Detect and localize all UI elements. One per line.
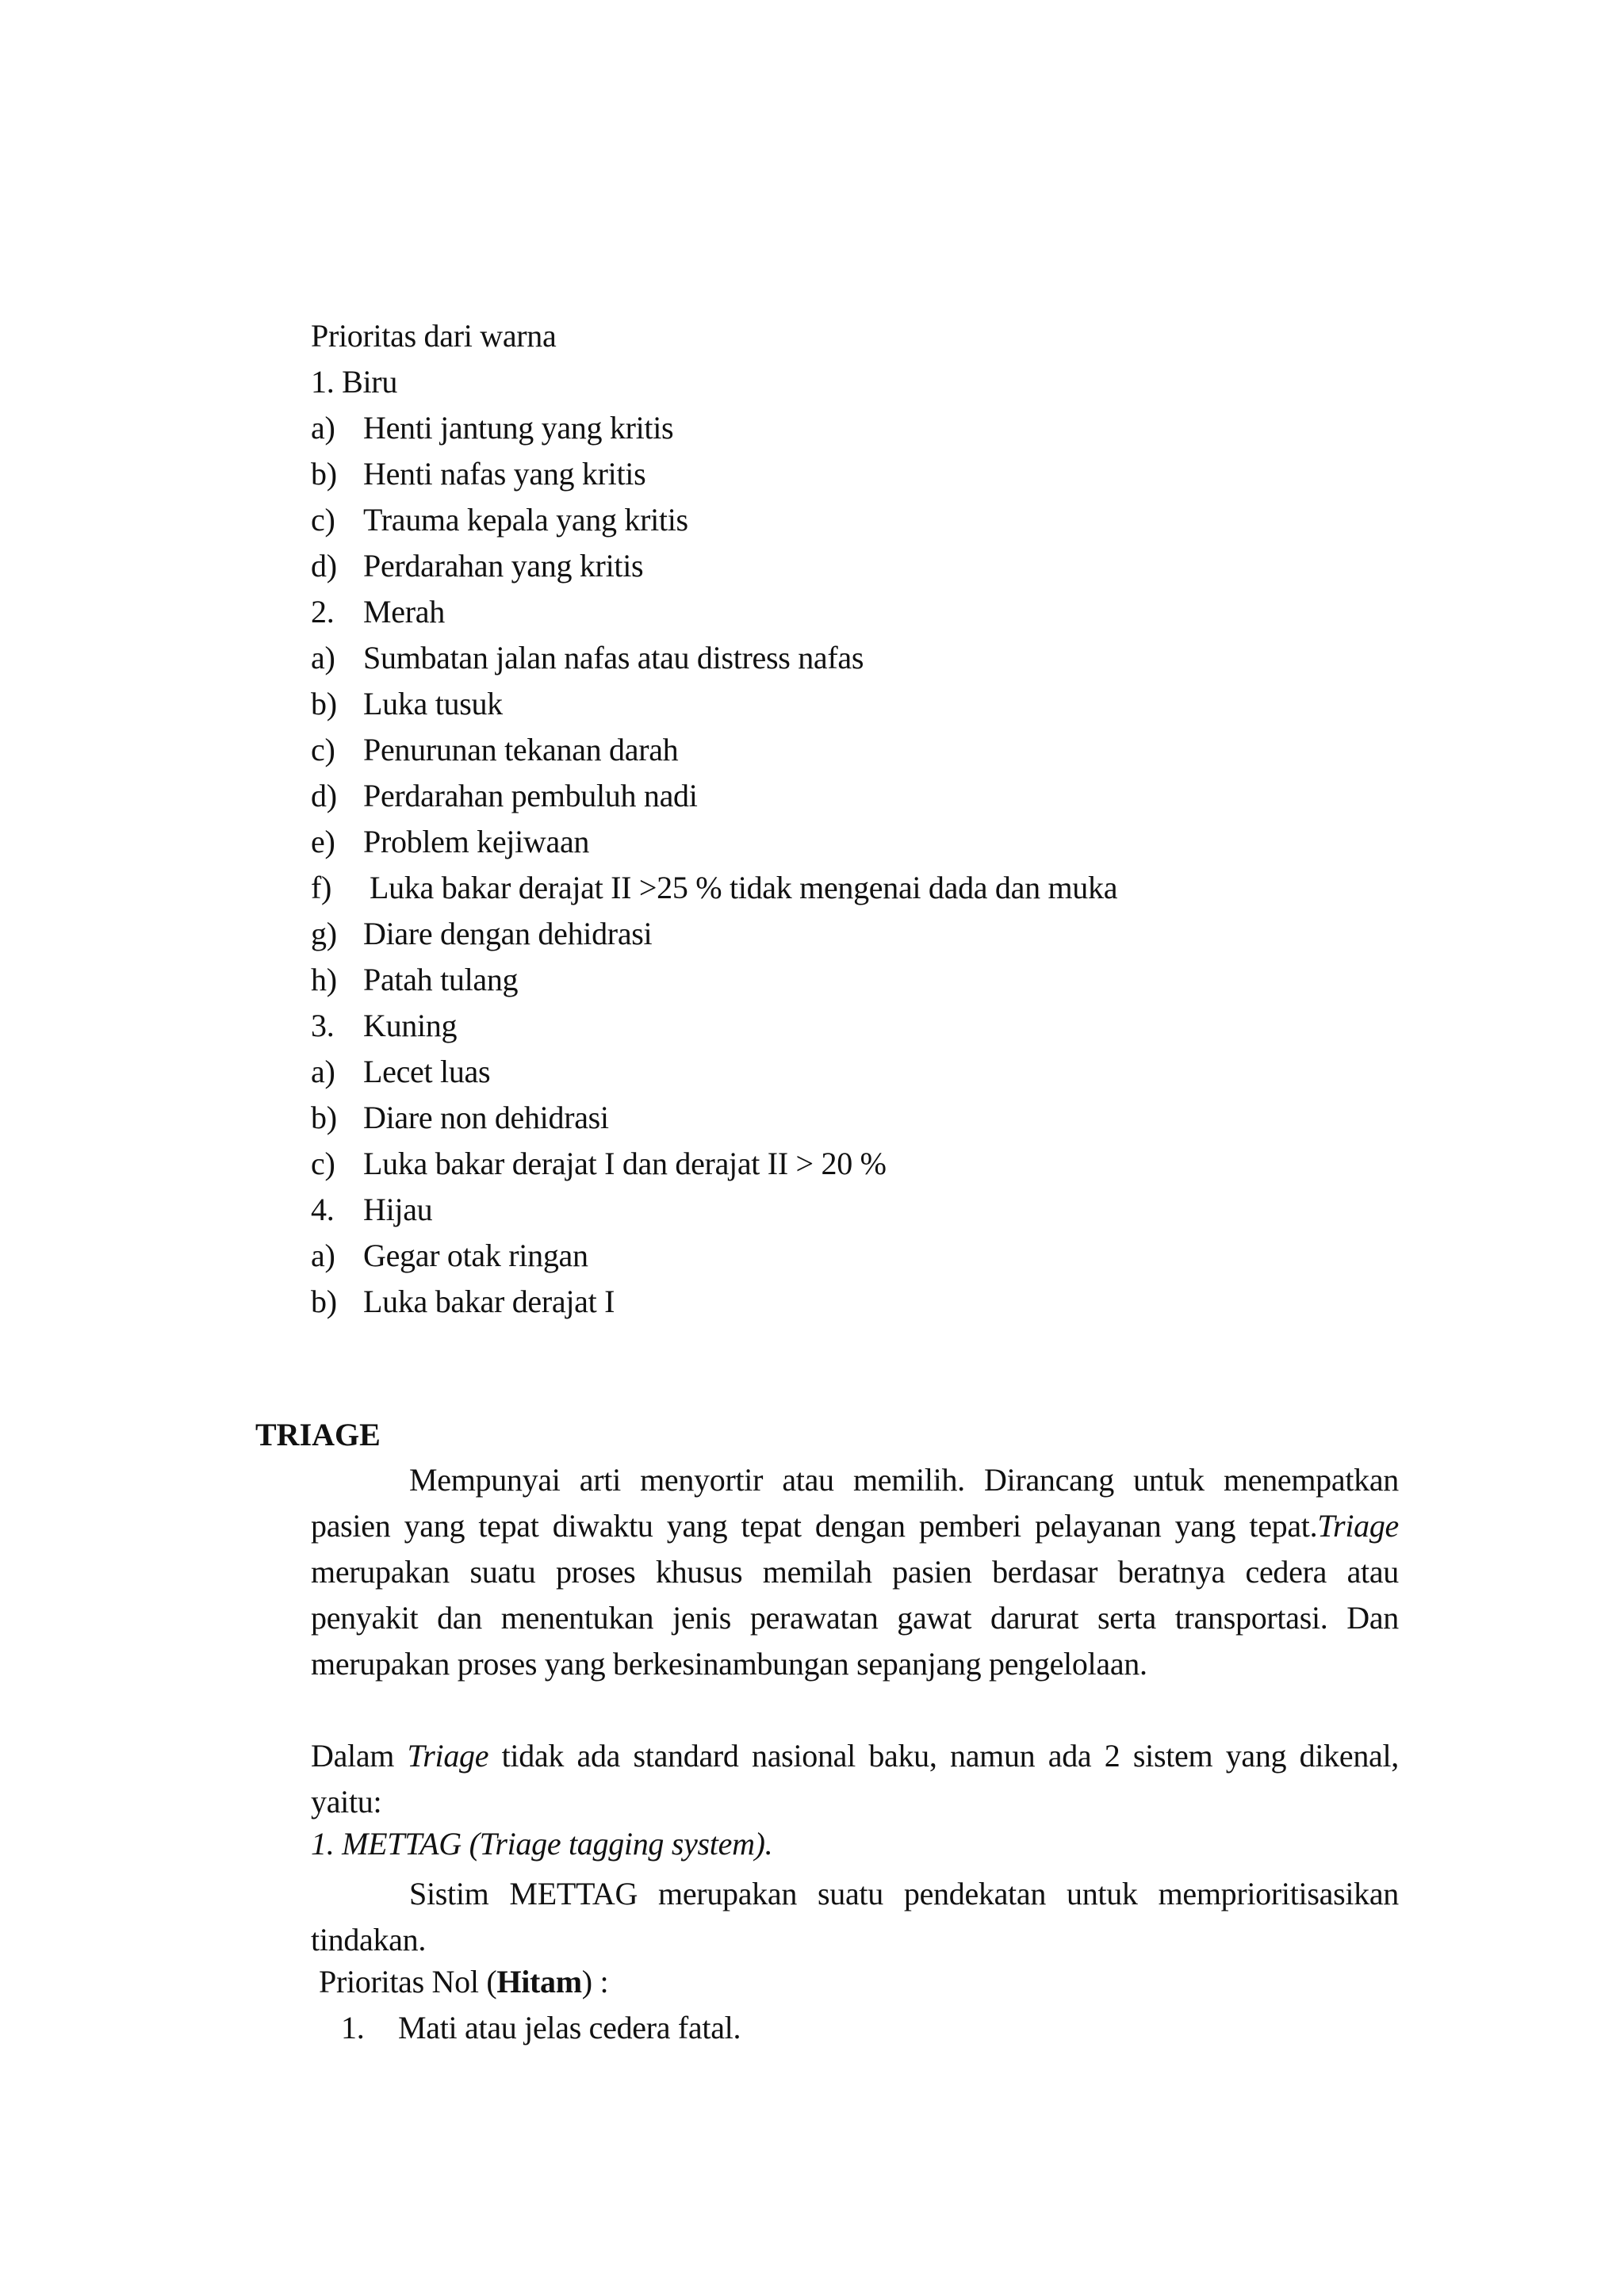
priority-label-text: ) :	[581, 1964, 609, 1999]
system-title-mettag: 1. METTAG (Triage tagging system).	[311, 1826, 773, 1862]
group-marker: 4.	[311, 1192, 335, 1227]
list-item	[311, 685, 503, 723]
paragraph-term: Triage	[407, 1738, 489, 1774]
group-label: Biru	[342, 364, 398, 400]
list-item	[311, 639, 864, 677]
priority-item	[341, 2009, 741, 2047]
priority-color: Hitam	[496, 1964, 582, 1999]
paragraph-text: Mempunyai arti menyortir atau memilih. Dirancang untuk menempatkan pasien yang tepat diwaktu yang tepat dengan pemberi pelayanan yang tepat.	[311, 1462, 1399, 1544]
item-text: Trauma kepala yang kritis	[363, 502, 688, 538]
item-text: Diare dengan dehidrasi	[363, 916, 653, 951]
item-text: Sumbatan jalan nafas atau distress nafas	[363, 640, 864, 675]
item-text: Perdarahan yang kritis	[363, 548, 644, 584]
list-item	[311, 777, 698, 815]
item-marker: h)	[311, 962, 337, 997]
item-text: Problem kejiwaan	[363, 824, 590, 859]
priority-label	[319, 1963, 608, 2001]
item-text: Henti jantung yang kritis	[363, 410, 674, 446]
item-marker: a)	[311, 1238, 335, 1273]
group-biru	[311, 363, 397, 401]
item-marker: e)	[311, 824, 335, 859]
group-hijau	[311, 1191, 432, 1229]
item-text: Henti nafas yang kritis	[363, 456, 646, 492]
list-item	[311, 1283, 615, 1321]
group-label: Hijau	[363, 1192, 433, 1227]
list-item	[311, 1237, 588, 1275]
item-text: Luka bakar derajat II >25 % tidak mengenai dada dan muka	[370, 870, 1118, 905]
group-kuning	[311, 1007, 457, 1045]
item-text: Patah tulang	[363, 962, 519, 997]
item-marker: b)	[311, 1100, 337, 1135]
list-item	[311, 547, 643, 585]
list-item	[311, 1099, 609, 1137]
item-text: Luka tusuk	[363, 686, 503, 721]
item-marker: c)	[311, 732, 335, 767]
list-item	[311, 869, 1117, 907]
list-item	[311, 731, 678, 769]
paragraph-text: merupakan suatu proses khusus memilah pasien berdasar beratnya cedera atau penyakit dan menentukan jenis perawatan gawat darurat serta transportasi. Dan merupakan proses yang berkesinambungan sepanjang pengelolaan.	[311, 1554, 1399, 1682]
priority-label-text: Prioritas Nol (	[319, 1964, 497, 1999]
item-marker: c)	[311, 1146, 335, 1181]
list-item	[311, 1145, 887, 1183]
item-marker: b)	[311, 1284, 337, 1319]
paragraph-term: Triage	[1317, 1508, 1399, 1544]
list-item	[311, 1053, 490, 1091]
list-item	[311, 961, 518, 999]
item-marker: b)	[311, 686, 337, 721]
item-text: Mati atau jelas cedera fatal.	[398, 2010, 741, 2045]
list-item	[311, 501, 688, 539]
item-marker: 1.	[341, 2010, 365, 2045]
item-text: Gegar otak ringan	[363, 1238, 588, 1273]
list-item	[311, 409, 673, 447]
triage-paragraph-definition	[311, 1457, 1399, 1687]
list-title: Prioritas dari warna	[311, 318, 557, 354]
item-text: Lecet luas	[363, 1054, 491, 1089]
item-text: Perdarahan pembuluh nadi	[363, 778, 698, 813]
item-text: Luka bakar derajat I	[363, 1284, 615, 1319]
item-marker: g)	[311, 916, 337, 951]
item-marker: a)	[311, 410, 335, 446]
item-marker: b)	[311, 456, 337, 492]
triage-paragraph-systems	[311, 1733, 1399, 1825]
item-marker: a)	[311, 640, 335, 675]
paragraph-text: Sistim METTAG merupakan suatu pendekatan untuk memprioritisasikan tindakan.	[311, 1876, 1399, 1957]
item-marker: c)	[311, 502, 335, 538]
list-item	[311, 915, 652, 953]
list-item	[311, 455, 645, 493]
list-item	[311, 823, 589, 861]
mettag-paragraph	[311, 1871, 1399, 1963]
group-marker: 1.	[311, 364, 335, 400]
paragraph-text: Dalam	[311, 1738, 408, 1774]
item-text: Penurunan tekanan darah	[363, 732, 679, 767]
item-marker: d)	[311, 778, 337, 813]
item-marker: f)	[311, 870, 332, 905]
group-marker: 3.	[311, 1008, 335, 1043]
group-label: Kuning	[363, 1008, 458, 1043]
section-heading-triage: TRIAGE	[255, 1417, 381, 1452]
item-text: Diare non dehidrasi	[363, 1100, 609, 1135]
group-merah	[311, 593, 445, 631]
item-marker: d)	[311, 548, 337, 584]
group-marker: 2.	[311, 594, 335, 629]
group-label: Merah	[363, 594, 445, 629]
item-marker: a)	[311, 1054, 335, 1089]
paragraph-text: tidak ada standard nasional baku, namun ada 2 sistem yang dikenal, yaitu:	[311, 1738, 1399, 1820]
item-text: Luka bakar derajat I dan derajat II > 20 %	[363, 1146, 887, 1181]
